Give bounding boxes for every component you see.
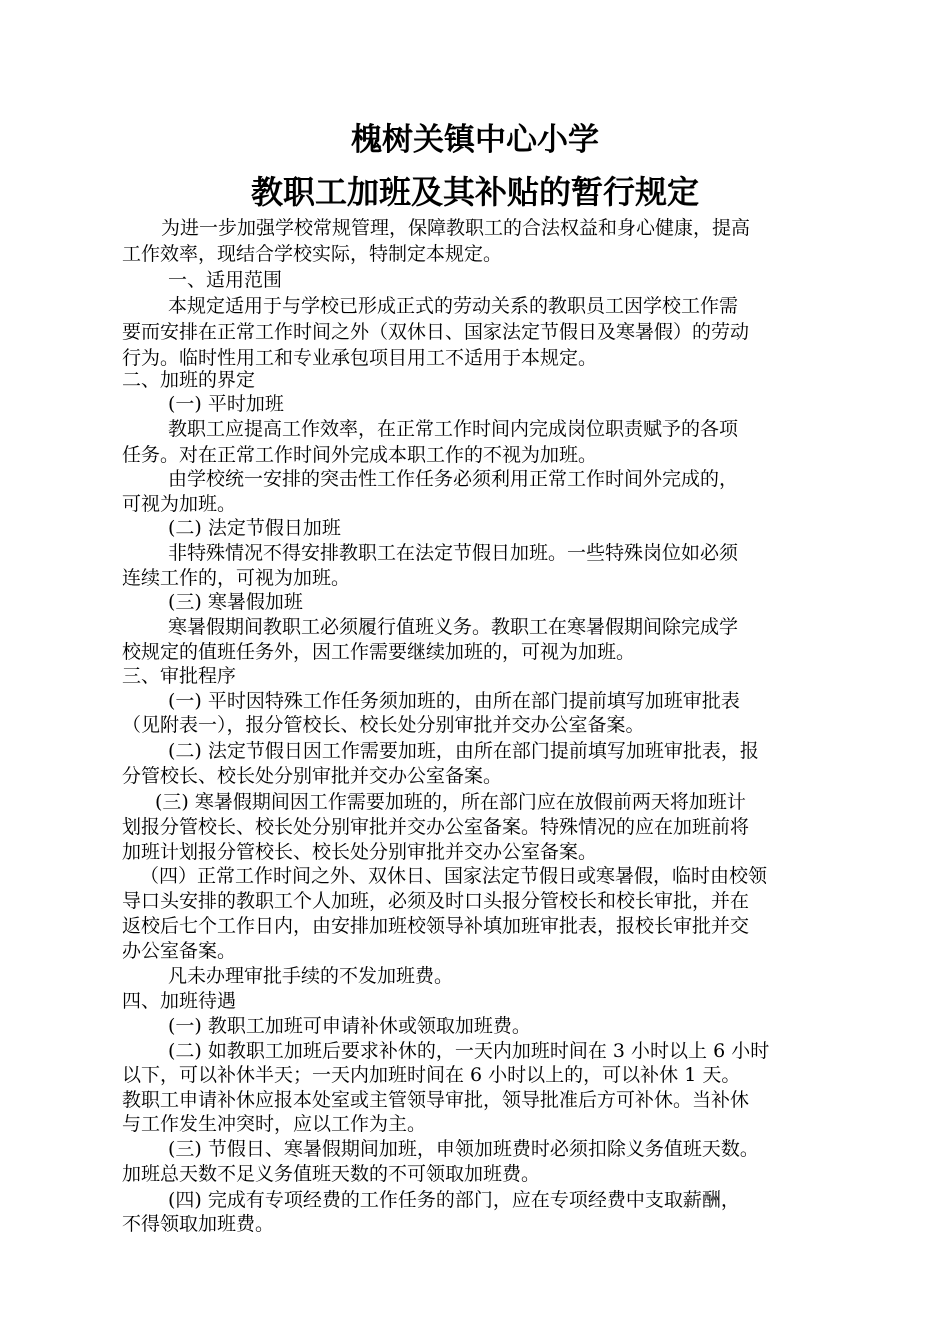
body-line: （见附表一），报分管校长、校长处分别审批并交办公室备案。 (122, 714, 645, 736)
body-line: 本规定适用于与学校已形成正式的劳动关系的教职员工因学校工作需 (168, 295, 739, 317)
section-heading: 三、审批程序 (122, 665, 237, 687)
body-line: (三) 寒暑假期间因工作需要加班的，所在部门应在放假前两天将加班计 (155, 791, 746, 813)
subsection-heading: (一) 平时加班 (168, 393, 284, 415)
body-line: 工作效率，现结合学校实际，特制定本规定。 (122, 243, 503, 265)
body-line: 为进一步加强学校常规管理，保障教职工的合法权益和身心健康，提高 (161, 217, 751, 239)
body-line: 返校后七个工作日内，由安排加班校领导补填加班审批表，报校长审批并交 (122, 915, 750, 937)
body-line: (一) 平时因特殊工作任务须加班的，由所在部门提前填写加班审批表 (168, 690, 740, 712)
body-line: 非特殊情况不得安排教职工在法定节假日加班。一些特殊岗位如必须 (168, 542, 739, 564)
body-line: 加班计划报分管校长、校长处分别审批并交办公室备案。 (122, 841, 598, 863)
body-line: 加班总天数不足义务值班天数的不可领取加班费。 (122, 1163, 541, 1185)
body-line: 划报分管校长、校长处分别审批并交办公室备案。特殊情况的应在加班前将 (122, 816, 750, 838)
body-line: 导口头安排的教职工个人加班，必须及时口头报分管校长和校长审批，并在 (122, 890, 750, 912)
section-heading: 四、加班待遇 (122, 990, 237, 1012)
body-line: 以下，可以补休半天；一天内加班时间在 6 小时以上的，可以补休 1 天。 (122, 1064, 741, 1086)
body-line: (二) 法定节假日因工作需要加班，由所在部门提前填写加班审批表，报 (168, 740, 759, 762)
body-line: （四）正常工作时间之外、双休日、国家法定节假日或寒暑假，临时由校领 (140, 865, 768, 887)
body-line: 由学校统一安排的突击性工作任务必须利用正常工作时间外完成的， (168, 468, 739, 490)
body-line: 连续工作的，可视为加班。 (122, 567, 351, 589)
body-line: (一) 教职工加班可申请补休或领取加班费。 (168, 1015, 531, 1037)
body-line: 寒暑假期间教职工必须履行值班义务。教职工在寒暑假期间除完成学 (168, 616, 739, 638)
body-line: 要而安排在正常工作时间之外（双休日、国家法定节假日及寒暑假）的劳动 (122, 321, 750, 343)
body-line: 任务。对在正常工作时间外完成本职工作的不视为加班。 (122, 444, 598, 466)
regulation-title: 教职工加班及其补贴的暂行规定 (250, 173, 699, 211)
body-line: 可视为加班。 (122, 493, 237, 515)
body-line: 校规定的值班任务外，因工作需要继续加班的，可视为加班。 (122, 641, 636, 663)
body-line: 凡未办理审批手续的不发加班费。 (168, 965, 454, 987)
body-line: (三) 节假日、寒暑假期间加班，申领加班费时必须扣除义务值班天数。 (168, 1138, 759, 1160)
body-line: 不得领取加班费。 (122, 1213, 275, 1235)
body-line: (二) 如教职工加班后要求补休的，一天内加班时间在 3 小时以上 6 小时 (168, 1040, 770, 1062)
body-line: 办公室备案。 (122, 940, 237, 962)
body-line: (四) 完成有专项经费的工作任务的部门，应在专项经费中支取薪酬， (168, 1189, 740, 1211)
body-line: 与工作发生冲突时，应以工作为主。 (122, 1113, 427, 1135)
section-heading: 二、加班的界定 (122, 369, 256, 391)
section-heading: 一、适用范围 (168, 269, 283, 291)
body-line: 教职工应提高工作效率，在正常工作时间内完成岗位职责赋予的各项 (168, 418, 739, 440)
school-name-title: 槐树关镇中心小学 (351, 122, 599, 158)
body-line: 分管校长、校长处分别审批并交办公室备案。 (122, 765, 503, 787)
subsection-heading: (三) 寒暑假加班 (168, 591, 303, 613)
body-line: 行为。临时性用工和专业承包项目用工不适用于本规定。 (122, 347, 598, 369)
subsection-heading: (二) 法定节假日加班 (168, 517, 341, 539)
body-line: 教职工申请补休应报本处室或主管领导审批，领导批准后方可补休。当补休 (122, 1089, 750, 1111)
